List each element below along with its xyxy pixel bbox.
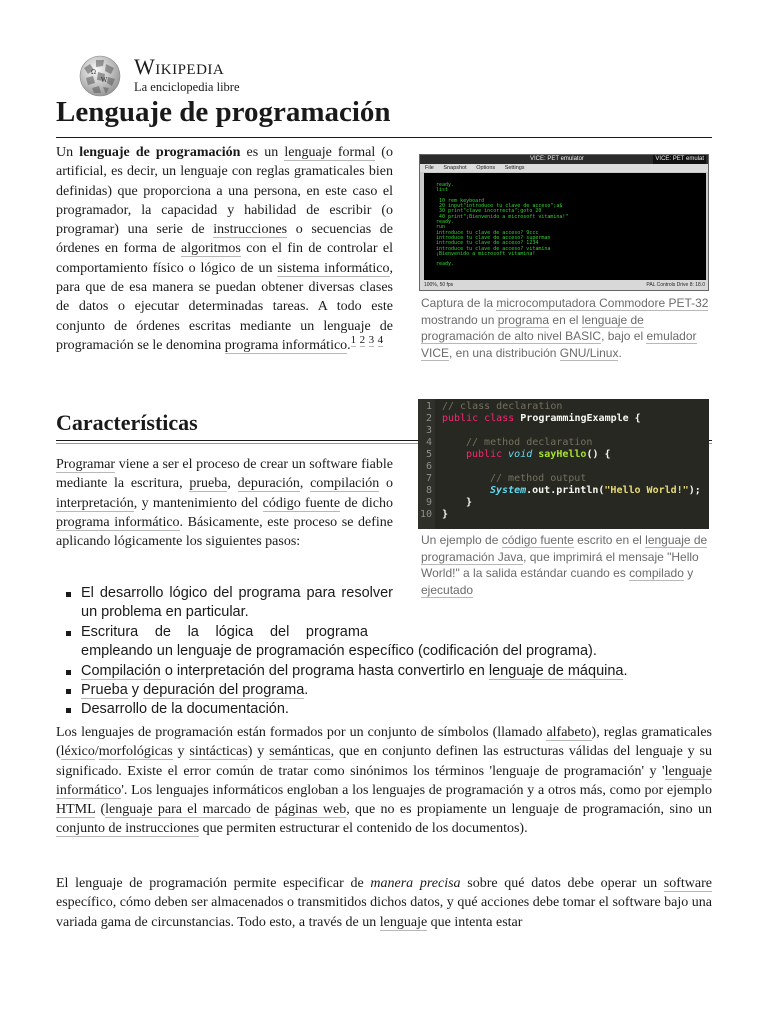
code-keyword: public class: [442, 413, 521, 424]
link-lenguaje[interactable]: lenguaje: [379, 914, 428, 930]
svg-text:Ω: Ω: [91, 69, 96, 76]
intro-paragraph: [56, 143, 393, 355]
paragraph-text: El lenguaje de programación permite especificar de: [56, 876, 371, 891]
intro-text: , para que de esa manera se puedan obtener diversas clases de datos o ejecutar determinadas tareas. A todo este conjunto de órdenes escritas mediante un lenguaje de programación se le denomina: [56, 260, 393, 353]
link-programa-informatico[interactable]: programa informático: [224, 337, 348, 353]
paragraph-text: ) y: [247, 744, 270, 760]
code-punct: }: [466, 497, 473, 508]
emulator-status-left: 100%, 50 fps: [424, 282, 454, 288]
link-lenguaje-formal[interactable]: lenguaje formal: [284, 145, 376, 160]
figure-java-code-screenshot[interactable]: [418, 399, 709, 529]
steps-list: [56, 584, 715, 720]
paragraph-text: y: [172, 744, 190, 760]
link-prueba[interactable]: prueba: [189, 476, 228, 492]
line-number: 10: [419, 509, 432, 520]
emulator-titlebar: [420, 155, 708, 164]
emulator-screen: [424, 173, 706, 280]
code-line: [418, 485, 701, 497]
link-conjunto-de-instrucciones[interactable]: conjunto de instrucciones: [56, 821, 200, 837]
code-class-name: ProgrammingExample: [520, 413, 629, 424]
link-codigo-fuente[interactable]: código fuente: [501, 533, 574, 547]
paragraph-text: ,: [299, 476, 311, 492]
paragraph-text: , que no es propiamente un lenguaje de programación, sino un: [346, 802, 712, 818]
link-algoritmos[interactable]: algoritmos: [181, 241, 241, 257]
link-morfologicas[interactable]: morfológicas: [98, 744, 173, 760]
emulator-screen-text: ready. list 10 rem keyboard 20 input"introduce tu clave de acceso";a$ 30 print"clave incorrecta";goto 20 40 print"¡Bienvenido a microsoft vitamina!" ready. run introduce tu clave de acceso? 9ccc introduce tu clave de acceso? superman introduce tu clave de acceso? 1234 introduce tu clave de acceso? vitamina ¡Bienvenido a microsoft vitamina! ready.: [436, 182, 569, 268]
link-lenguaje-alto-nivel-basic[interactable]: lenguaje de programación de alto nivel BASIC: [421, 312, 644, 344]
code-line: [418, 473, 586, 485]
list-item: [56, 584, 393, 623]
code-comment: // method declaration: [466, 437, 593, 448]
list-item: [56, 662, 715, 681]
wikipedia-tagline: La enciclopedia libre: [134, 80, 240, 94]
code-type: void: [508, 449, 539, 460]
link-sintacticas[interactable]: sintácticas: [189, 744, 248, 760]
caption-text: , que imprimirá el mensaje "Hello World!" a la salida estándar cuando es: [421, 549, 699, 581]
link-commodore-pet[interactable]: microcomputadora Commodore PET-32: [496, 296, 709, 310]
link-ejecutado[interactable]: ejecutado: [421, 583, 474, 598]
code-line: [418, 509, 448, 521]
paragraph-text: /: [94, 744, 99, 760]
link-programar[interactable]: Programar: [56, 457, 116, 472]
line-number: 7: [425, 473, 432, 484]
paragraph-text: específico, cómo deben ser almacenados o transmitidos dichos datos, y qué acciones debe tomar el software bajo una variada gama de circunstancias. Todo esto, a través de un: [56, 895, 712, 930]
code-call: .out.println(: [526, 485, 605, 496]
list-item: [56, 700, 715, 719]
code-class-ref: System: [490, 485, 527, 496]
caption-text: en el: [549, 312, 582, 327]
line-number: 4: [425, 437, 432, 448]
paragraph-text: de: [250, 802, 275, 818]
paragraph-text: (: [95, 802, 106, 818]
list-item: [56, 623, 715, 662]
wikipedia-globe-logo[interactable]: [74, 52, 126, 98]
code-punct: {: [628, 413, 641, 424]
emulator-menu-snapshot: Snapshot: [443, 165, 467, 171]
emulator-menubar: [420, 164, 708, 172]
emulator-window-title: VICE: PET emulator: [530, 156, 584, 162]
line-number: 2: [425, 413, 432, 424]
link-codigo-fuente[interactable]: código fuente: [262, 495, 341, 511]
paragraph-text: o: [379, 476, 394, 492]
link-alfabeto[interactable]: alfabeto: [546, 725, 592, 740]
caption-text: Captura de la: [421, 296, 497, 310]
code-punct: () {: [586, 449, 611, 460]
list-item-text: Desarrollo de la documentación.: [81, 701, 289, 718]
link-lenguaje-informatico[interactable]: lenguaje informático: [56, 763, 712, 798]
link-instrucciones[interactable]: instrucciones: [213, 222, 288, 238]
code-line: [418, 425, 442, 437]
footnote-ref-1[interactable]: 1: [350, 334, 357, 347]
paragraph-text: de dicho: [340, 495, 393, 511]
emulator-menu-options: Options: [476, 165, 496, 171]
link-semanticas[interactable]: semánticas: [269, 744, 331, 760]
link-lenguaje-java[interactable]: lenguaje de programación Java: [421, 533, 708, 564]
caption-text: Un ejemplo de: [421, 533, 502, 547]
line-number: 9: [425, 497, 432, 508]
emulator-window-badge: VICE: PET emulat: [655, 156, 704, 162]
link-compilacion[interactable]: compilación: [310, 476, 380, 492]
intro-text: con el fin de controlar el comportamiento físico o lógico de un: [56, 241, 393, 276]
caption-text: mostrando un: [421, 312, 498, 327]
code-method-name: sayHello: [538, 449, 587, 460]
link-sistema-informatico[interactable]: sistema informático: [277, 260, 390, 276]
paragraph-text: , que en conjunto definen las estructuras válidas del lenguaje y su significado. Existe el error común de tratar como sinónimos los términos 'lenguaje de programación' y ': [56, 744, 712, 779]
footnote-ref-3[interactable]: 3: [368, 334, 375, 347]
link-lenguaje-marcado[interactable]: lenguaje para el marcado: [105, 802, 251, 818]
line-number: 3: [425, 425, 432, 436]
code-line: [418, 437, 592, 449]
link-compilado[interactable]: compilado: [629, 566, 684, 581]
code-comment: // method output: [490, 473, 587, 484]
paragraph-text: , y mantenimiento del: [133, 495, 263, 511]
list-item-text: El desarrollo lógico del programa para resolver un problema en particular.: [81, 585, 393, 621]
intro-term: lenguaje de programación: [79, 145, 241, 160]
list-item-text: Escritura de la lógica del programa: [81, 623, 368, 640]
list-item-text: .: [304, 682, 309, 699]
intro-text: o secuencias de órdenes en forma de: [56, 222, 393, 257]
caption-text: y: [683, 566, 694, 581]
list-item: [56, 681, 715, 700]
paragraph-text: ), reglas gramaticales (: [56, 725, 713, 760]
paragraph-text: sobre qué datos debe operar un: [460, 876, 664, 891]
emulator-menu-settings: Settings: [504, 165, 525, 171]
list-item-text: o interpretación del programa hasta convertirlo en: [160, 662, 489, 679]
paragraph-text: viene a ser el proceso de crear un software fiable mediante la escritura,: [56, 457, 393, 492]
paragraph-text: que intenta estar: [427, 914, 523, 930]
link-programa[interactable]: programa: [497, 312, 550, 327]
link-interpretacion[interactable]: interpretación: [56, 495, 134, 511]
section-paragraph-1: [56, 455, 393, 551]
paragraph-text: '. Los lenguajes informáticos engloban a los lenguajes de programación y a otros más, como por ejemplo: [121, 782, 712, 798]
code-line: [418, 449, 611, 461]
code-line: [418, 461, 442, 473]
emulator-statusbar: [420, 280, 708, 290]
line-number: 6: [425, 461, 432, 472]
link-gnu-linux[interactable]: GNU/Linux: [559, 346, 619, 361]
section-paragraph-2: [56, 723, 712, 839]
link-lenguaje-de-maquina[interactable]: lenguaje de máquina: [488, 662, 624, 679]
code-punct: );: [688, 485, 701, 496]
footnote-ref-4[interactable]: 4: [377, 334, 384, 347]
link-paginas-web[interactable]: páginas web: [274, 802, 347, 818]
code-string: "Hello World!": [604, 485, 689, 496]
emulator-menu-file: File: [425, 165, 434, 171]
link-depuracion-del-programa[interactable]: depuración del programa: [143, 682, 305, 699]
paragraph-text: ,: [227, 476, 238, 492]
link-html[interactable]: HTML: [56, 802, 96, 818]
caption-text: , en una distribución: [449, 346, 560, 361]
paragraph-text: . Básicamente, este proceso se define aplicando lógicamente los siguientes pasos:: [56, 514, 393, 550]
svg-text:W: W: [101, 77, 108, 84]
line-number: 5: [425, 449, 432, 460]
intro-text: (o artificial, es decir, un lenguaje con reglas gramaticales bien definidas) que proporciona a una persona, en este caso el programador, la capacidad y habilidad de escribir (o programar) una serie de: [56, 145, 393, 238]
line-number: 1: [425, 401, 432, 412]
code-line: [418, 497, 472, 509]
link-prueba[interactable]: Prueba: [81, 682, 128, 699]
link-emulador-vice[interactable]: emulador VICE: [421, 329, 697, 361]
link-lexico[interactable]: léxico: [60, 744, 95, 760]
emulator-status-right: PAL Controls Drive 8: 18.0: [646, 282, 705, 288]
figure-vice-emulator-screenshot[interactable]: [419, 154, 709, 291]
line-number: 8: [425, 485, 432, 496]
code-line: [418, 401, 562, 413]
caption-text: escrito en el: [573, 533, 646, 547]
footnote-ref-2[interactable]: 2: [359, 334, 366, 347]
page-title: Lenguaje de programación: [56, 96, 391, 128]
caption-text: .: [618, 346, 622, 361]
link-compilacion[interactable]: Compilación: [81, 662, 161, 679]
code-line: [418, 413, 641, 425]
intro-text: Un: [56, 145, 80, 160]
section-heading-caracteristicas: Características: [56, 410, 198, 435]
list-item-text: y: [127, 682, 144, 699]
intro-text: es un: [240, 145, 285, 160]
figure1-caption: [421, 295, 709, 362]
intro-text: .: [347, 337, 351, 353]
section-paragraph-3: [56, 874, 712, 932]
list-item-text: empleando un lenguaje de programación específico (codificación del programa).: [81, 643, 597, 660]
wikipedia-wordmark: Wikipedia: [134, 54, 225, 79]
paragraph-text: Los lenguajes de programación están formados por un conjunto de símbolos (llamado: [56, 725, 547, 740]
code-keyword: public: [466, 449, 509, 460]
link-programa-informatico[interactable]: programa informático: [56, 514, 180, 530]
link-depuracion[interactable]: depuración: [237, 476, 300, 492]
list-item-text: .: [623, 662, 628, 679]
title-divider: [56, 137, 712, 138]
link-software[interactable]: software: [663, 876, 712, 891]
paragraph-text: que permiten estructurar el contenido de los documentos).: [199, 821, 528, 837]
caption-text: , bajo el: [601, 329, 647, 344]
code-comment: // class declaration: [442, 401, 563, 412]
paragraph-emphasis: manera precisa: [370, 876, 461, 891]
code-punct: }: [442, 509, 449, 520]
